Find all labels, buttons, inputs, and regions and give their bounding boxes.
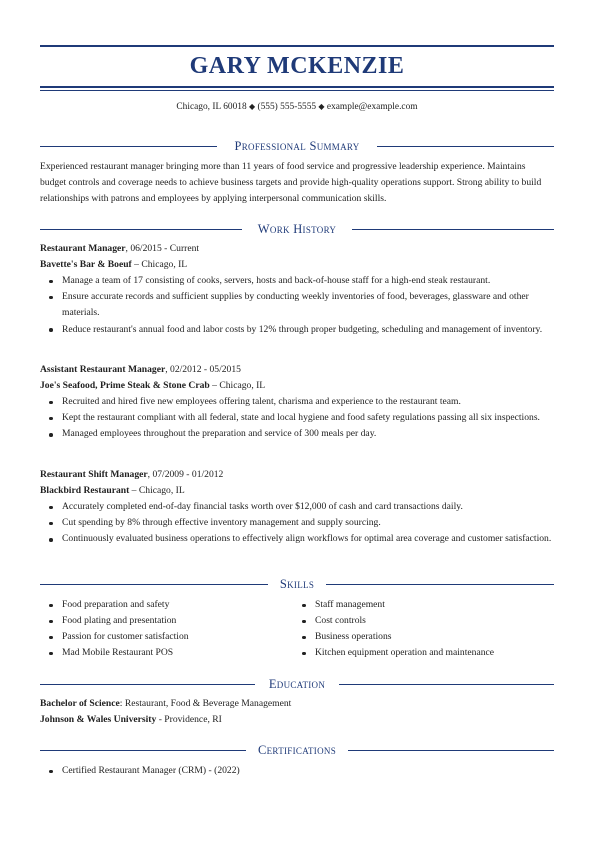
school-location: - Providence, RI xyxy=(156,714,222,726)
job-bullet: Continuously evaluated business operations to effectively align workflows for optimal area coverage and customer satisfaction. xyxy=(62,531,554,547)
school-name: Johnson & Wales University xyxy=(40,714,157,726)
section-title: Certifications xyxy=(258,743,336,757)
certification-item: Certified Restaurant Manager (CRM) - (2022) xyxy=(62,763,554,779)
skill-item: Passion for customer satisfaction xyxy=(62,629,301,645)
job-title: Restaurant Manager xyxy=(40,243,126,254)
degree-field: : Restaurant, Food & Beverage Management xyxy=(119,698,292,709)
separator-diamond-icon: ◆ xyxy=(248,102,256,111)
job-bullets xyxy=(40,499,554,547)
separator-diamond-icon: ◆ xyxy=(318,102,325,111)
skill-item: Food preparation and safety xyxy=(62,597,301,613)
job-bullet: Reduce restaurant's annual food and labor costs by 12% through proper budgeting, scheduling and management of inventory. xyxy=(62,322,554,338)
job-title: Restaurant Shift Manager xyxy=(40,469,148,480)
skill-item: Staff management xyxy=(315,597,554,613)
degree-line xyxy=(40,696,554,712)
section-title: Professional Summary xyxy=(234,139,360,153)
employer-name: Bavette's Bar & Boeuf xyxy=(40,259,132,271)
job-bullet: Recruited and hired five new employees offering talent, charisma and experience to the restaurant team. xyxy=(62,394,554,410)
certifications-list xyxy=(40,763,554,779)
job-bullets xyxy=(40,394,554,442)
skill-item: Food plating and presentation xyxy=(62,613,301,629)
job-entry xyxy=(40,467,554,548)
top-rule xyxy=(40,45,554,47)
section-title: Skills xyxy=(279,577,315,591)
job-dates: , 02/2012 - 05/2015 xyxy=(165,364,241,375)
job-bullet: Managed employees throughout the preparation and service of 300 meals per day. xyxy=(62,426,554,442)
contact-phone: (555) 555-5555 xyxy=(257,102,317,112)
section-header-work-history xyxy=(40,222,554,236)
employer-location: – Chicago, IL xyxy=(131,259,188,271)
job-bullet: Manage a team of 17 consisting of cooks, servers, hosts and back-of-house staff for a high-end steak restaurant. xyxy=(62,273,554,289)
section-title: Work History xyxy=(257,222,337,236)
contact-line xyxy=(40,101,554,113)
job-bullet: Ensure accurate records and sufficient supplies by conducting weekly inventories of food, beverages, glassware and other materials. xyxy=(62,289,554,321)
section-header-education xyxy=(40,677,554,691)
contact-email: example@example.com xyxy=(326,102,418,112)
job-entry xyxy=(40,362,554,443)
employer-line xyxy=(40,378,554,394)
summary-text xyxy=(40,159,554,207)
job-title: Assistant Restaurant Manager xyxy=(40,364,166,375)
job-dates: , 06/2015 - Current xyxy=(125,243,200,254)
certification-bullets xyxy=(40,763,554,779)
job-bullet: Kept the restaurant compliant with all federal, state and local hygiene and food safety regulations passing all six inspections. xyxy=(62,410,554,426)
skill-item: Business operations xyxy=(315,629,554,645)
section-title: Education xyxy=(268,677,326,691)
education-entry xyxy=(40,696,554,728)
job-title-line xyxy=(40,362,554,378)
skills-column-left xyxy=(40,597,301,661)
employer-location: – Chicago, IL xyxy=(209,380,266,392)
skills-list xyxy=(40,597,554,661)
section-header-certifications xyxy=(40,743,554,757)
employer-name: Joe's Seafood, Prime Steak & Stone Crab xyxy=(40,380,210,392)
skills-column-right xyxy=(293,597,554,661)
job-bullet: Cut spending by 8% through effective inventory management and supply sourcing. xyxy=(62,515,554,531)
employer-line xyxy=(40,483,554,499)
skill-item: Cost controls xyxy=(315,613,554,629)
skill-item: Mad Mobile Restaurant POS xyxy=(62,645,301,661)
job-title-line xyxy=(40,241,554,257)
employer-name: Blackbird Restaurant xyxy=(40,485,130,497)
job-dates: , 07/2009 - 01/2012 xyxy=(147,469,224,480)
job-bullets xyxy=(40,273,554,337)
name-rule-lower xyxy=(40,90,554,91)
skill-item: Kitchen equipment operation and maintenance xyxy=(315,645,554,661)
section-header-summary xyxy=(40,139,554,153)
candidate-name: GARY MCKENZIE xyxy=(189,53,405,79)
job-entry xyxy=(40,241,554,338)
school-line xyxy=(40,712,554,728)
employer-location: – Chicago, IL xyxy=(129,485,185,497)
contact-city: Chicago, IL 60018 xyxy=(176,102,247,112)
employer-line xyxy=(40,257,554,273)
job-title-line xyxy=(40,467,554,483)
degree: Bachelor of Science xyxy=(40,698,120,709)
section-header-skills xyxy=(40,577,554,591)
summary-paragraph: Experienced restaurant manager bringing more than 11 years of food service and progressive leadership experience. Maintains budget controls and coverage needs to achieve business targets and provide high-quality operations support. Strong ability to build relationships with patrons and employees by applying interpersonal communication skills. xyxy=(40,161,542,205)
name-rule-upper xyxy=(40,86,554,88)
job-bullet: Accurately completed end-of-day financial tasks worth over $12,000 of cash and card transactions daily. xyxy=(62,499,554,515)
